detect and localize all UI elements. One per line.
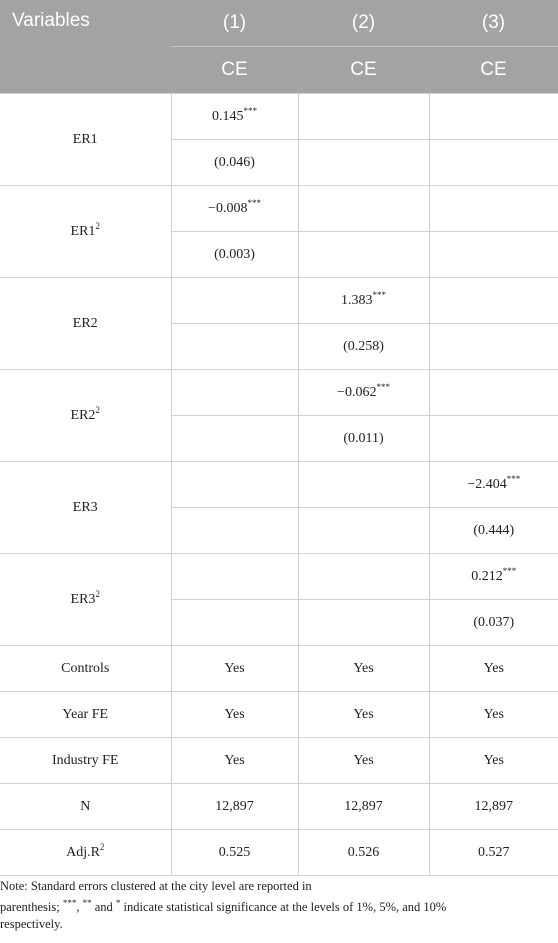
note-text: parenthesis; [0,900,60,914]
significance-stars: *** [372,289,386,300]
coefficient-value: 0.145 [212,108,244,124]
significance-symbol: *** [62,898,77,908]
standard-error-cell: (0.046) [171,140,298,186]
standard-error-cell: (0.444) [429,508,558,554]
note-text: and [94,900,113,914]
statistic-value-cell: Yes [171,646,298,692]
standard-error-cell [171,508,298,554]
variable-name-cell [0,554,171,646]
coefficient-cell [429,462,558,508]
coefficient-cell [298,278,429,324]
variable-name-cell [0,462,171,554]
dependent-variable-header: CE [298,47,429,94]
coefficient-cell [298,186,429,232]
variable-name: ER1 [72,131,98,147]
standard-error-cell [298,508,429,554]
standard-error-cell [171,416,298,462]
coefficient-cell [429,186,558,232]
coefficient-value: −0.008 [208,200,248,216]
coefficient-cell [298,554,429,600]
coefficient-cell [171,462,298,508]
statistic-row [0,646,558,692]
standard-error-cell [171,600,298,646]
coefficient-cell [171,554,298,600]
variable-name: Year FE [62,706,109,722]
variable-name: ER3 [72,499,98,515]
statistic-value-cell: Yes [429,646,558,692]
statistic-value-cell: Yes [298,692,429,738]
statistic-row [0,738,558,784]
standard-error-cell [429,324,558,370]
table-note [0,878,558,933]
coefficient-cell [298,370,429,416]
variable-name: N [80,798,91,814]
standard-error-cell [429,232,558,278]
coefficient-row [0,94,558,140]
statistic-value-cell: Yes [429,692,558,738]
variable-name-cell [0,186,171,278]
statistic-value-cell: 0.527 [429,830,558,876]
table-body [0,94,558,876]
coefficient-cell [171,370,298,416]
statistic-row [0,830,558,876]
standard-error-cell: (0.037) [429,600,558,646]
significance-symbol: * [115,898,121,908]
statistic-value-cell: Yes [298,646,429,692]
statistic-value-cell: Yes [171,738,298,784]
superscript: 2 [95,404,100,415]
dependent-variable-header: CE [171,47,298,94]
statistic-row [0,692,558,738]
coefficient-cell [298,94,429,140]
superscript: 2 [95,220,100,231]
superscript: 2 [95,588,100,599]
statistic-row [0,784,558,830]
coefficient-value: 0.212 [471,568,503,584]
coefficient-row [0,462,558,508]
standard-error-cell [171,324,298,370]
standard-error-cell [298,600,429,646]
standard-error-cell: (0.258) [298,324,429,370]
note-text: indicate statistical significance at the levels of 1%, 5%, and 10% [123,900,447,914]
standard-error-cell: (0.011) [298,416,429,462]
coefficient-row [0,370,558,416]
statistic-value-cell: Yes [171,692,298,738]
variable-name-cell [0,738,171,784]
coefficient-row [0,554,558,600]
variable-name: Industry FE [52,752,119,768]
standard-error-cell [298,232,429,278]
significance-stars: *** [243,105,257,116]
coefficient-cell [429,278,558,324]
note-line: parenthesis; ***, ** and * indicate statistical significance at the levels of 1%, 5%, and 10% [0,898,447,914]
variable-name: ER3 [70,591,96,607]
significance-stars: *** [506,473,521,484]
coefficient-value: −2.404 [467,476,507,492]
statistic-value-cell: Yes [298,738,429,784]
statistic-value-cell: 0.525 [171,830,298,876]
coefficient-row [0,278,558,324]
dependent-variable-header: CE [429,47,558,94]
variable-name-cell [0,784,171,830]
statistic-value-cell: 12,897 [429,784,558,830]
statistic-value-cell: 12,897 [298,784,429,830]
column-number-header: (2) [298,0,429,47]
variable-name: ER2 [70,407,96,423]
column-number-header: (3) [429,0,558,47]
variable-name-cell [0,370,171,462]
standard-error-cell [429,416,558,462]
coefficient-value: 1.383 [341,292,373,308]
coefficient-value: −0.062 [337,384,377,400]
standard-error-cell: (0.003) [171,232,298,278]
variable-name-cell [0,94,171,186]
variable-name-cell [0,830,171,876]
variable-name-cell [0,692,171,738]
superscript: 2 [99,841,105,852]
standard-error-cell [298,140,429,186]
note-line: Note: Standard errors clustered at the city level are reported in [0,879,312,893]
variable-name: Adj.R [66,844,100,860]
variables-header: Variables [0,0,171,94]
variable-name: ER1 [70,223,96,239]
coefficient-row [0,186,558,232]
coefficient-cell [429,554,558,600]
table-header [0,0,558,94]
variable-name: Controls [61,660,110,676]
coefficient-cell [171,278,298,324]
statistic-value-cell: 0.526 [298,830,429,876]
significance-stars: *** [247,197,261,208]
variable-name-cell [0,646,171,692]
statistic-value-cell: Yes [429,738,558,784]
statistic-value-cell: 12,897 [171,784,298,830]
significance-stars: *** [502,565,517,576]
variable-name-cell [0,278,171,370]
column-number-header: (1) [171,0,298,47]
coefficient-cell [171,186,298,232]
note-line: respectively. [0,917,63,931]
coefficient-cell [429,94,558,140]
coefficient-cell [429,370,558,416]
standard-error-cell [429,140,558,186]
significance-stars: *** [376,381,390,392]
variable-name: ER2 [72,315,98,331]
coefficient-cell [171,94,298,140]
coefficient-cell [298,462,429,508]
significance-symbol: ** [82,898,92,908]
